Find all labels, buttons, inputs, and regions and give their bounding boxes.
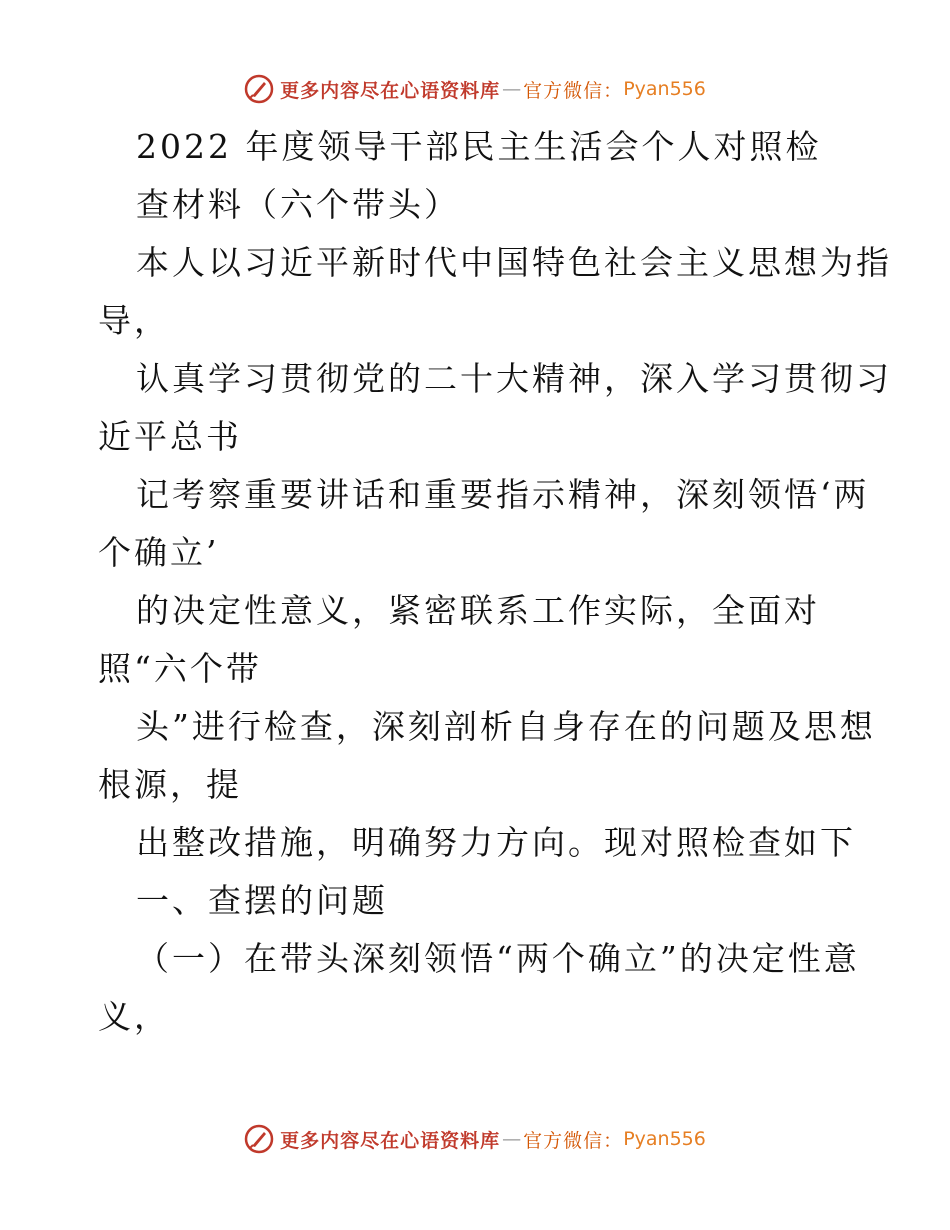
text-line: 义，: [98, 997, 170, 1036]
quill-logo-icon: [244, 74, 274, 104]
text-line: 本人以习近平新时代中国特色社会主义思想为指: [136, 243, 892, 282]
text-line: 出整改措施，明确努力方向。现对照检查如下: [136, 823, 856, 862]
text-line: 根源，提: [98, 765, 242, 804]
subsection-heading: （一）在带头深刻领悟“两个确立”的决定性意: [136, 939, 860, 978]
footer-watermark: [0, 1124, 950, 1154]
text-line: 近平总书: [98, 417, 242, 456]
text-line: 的决定性意义，紧密联系工作实际，全面对: [136, 591, 820, 630]
quill-logo-icon: [244, 1124, 274, 1154]
watermark-dash: —: [502, 1128, 522, 1150]
header-watermark: [0, 74, 950, 104]
document-body: [98, 118, 892, 1046]
text-line: 导，: [98, 301, 170, 340]
watermark-wechat-id: Pyan556: [623, 78, 706, 100]
watermark-brand: 更多内容尽在心语资料库: [280, 79, 501, 102]
text-line: 认真学习贯彻党的二十大精神，深入学习贯彻习: [136, 359, 892, 398]
watermark-wechat-id: Pyan556: [623, 1128, 706, 1150]
watermark-wechat-label: 官方微信：: [523, 1129, 624, 1152]
watermark-brand: 更多内容尽在心语资料库: [280, 1129, 501, 1152]
text-line: 头”进行检查，深刻剖析自身存在的问题及思想: [136, 707, 876, 746]
text-line: 查材料（六个带头）: [136, 185, 460, 224]
section-heading: 一、查摆的问题: [136, 881, 388, 920]
watermark-dash: —: [502, 78, 522, 100]
text-line: 个确立’: [98, 533, 220, 572]
watermark-wechat-label: 官方微信：: [523, 79, 624, 102]
text-line: 2022 年度领导干部民主生活会个人对照检: [136, 127, 822, 166]
text-line: 记考察重要讲话和重要指示精神，深刻领悟‘两: [136, 475, 870, 514]
text-line: 照“六个带: [98, 649, 262, 688]
